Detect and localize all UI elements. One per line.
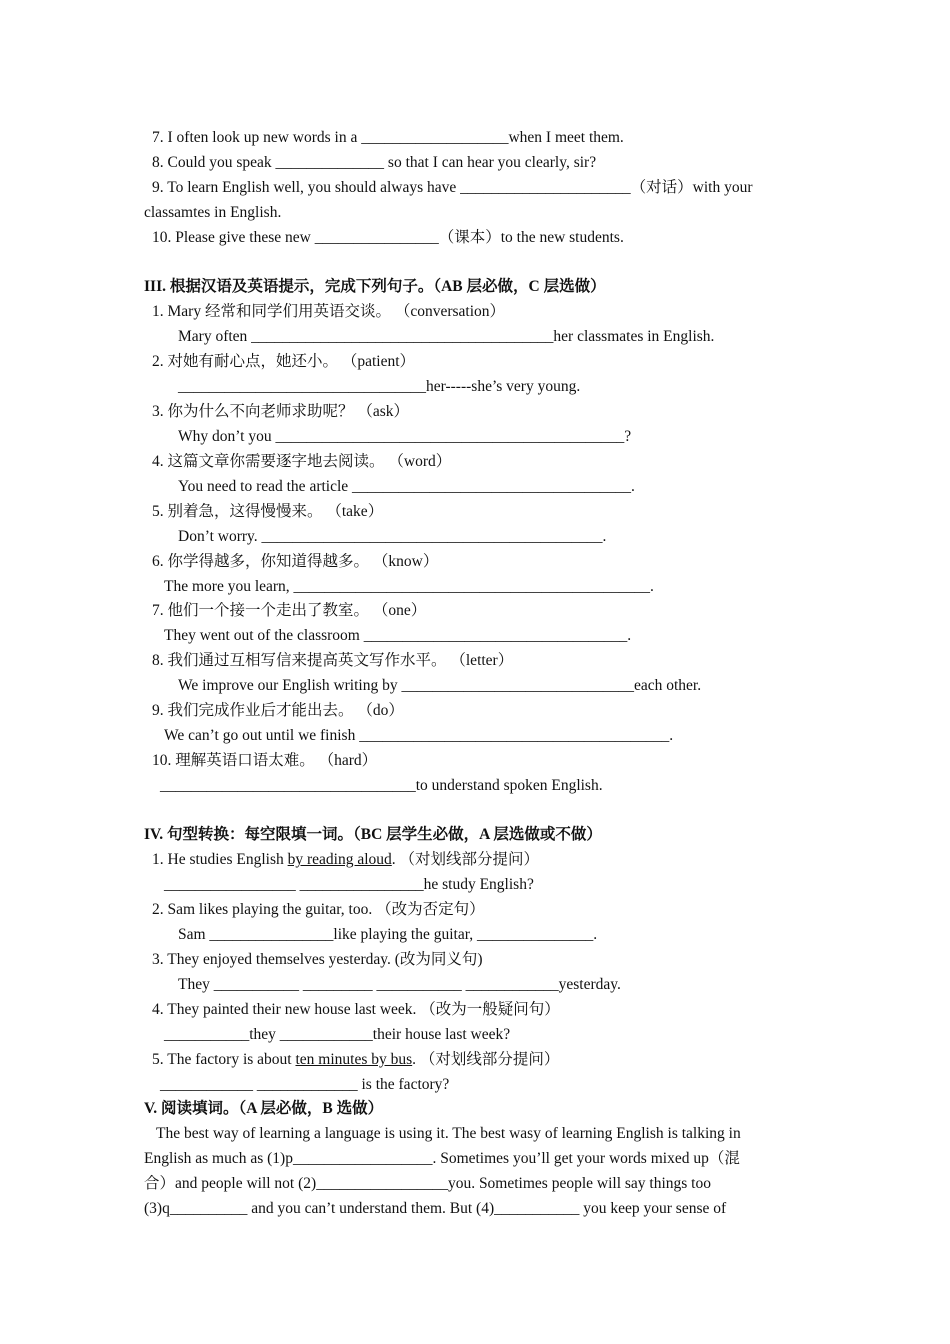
- passage-line: 合）and people will not (2)_________________you. Sometimes people will say things too: [144, 1175, 711, 1192]
- answer-line: You need to read the article ____________________________________.: [178, 478, 635, 495]
- question-instruction: . （对划线部分提问）: [412, 1051, 560, 1068]
- passage-line: The best way of learning a language is using it. The best wasy of learning English is talking in: [156, 1125, 741, 1142]
- question-line: 4. They painted their new house last week. （改为一般疑问句）: [152, 1001, 560, 1018]
- question-line: 8. 我们通过互相写信来提高英文写作水平。 （letter）: [152, 652, 514, 669]
- answer-line: The more you learn, ______________________________________________.: [164, 578, 654, 595]
- question-line: 10. Please give these new ________________（课本）to the new students.: [152, 229, 624, 246]
- answer-line: They ___________ _________ ___________ ____________yesterday.: [178, 976, 621, 993]
- underlined-phrase: ten minutes by bus: [295, 1051, 413, 1068]
- question-line: 8. Could you speak ______________ so that I can hear you clearly, sir?: [152, 154, 597, 171]
- question-line: 7. I often look up new words in a ___________________when I meet them.: [152, 129, 624, 146]
- underlined-phrase: by reading aloud: [287, 851, 392, 868]
- question-line: 6. 你学得越多，你知道得越多。 （know）: [152, 553, 439, 570]
- question-line: 10. 理解英语口语太难。 （hard）: [152, 752, 378, 769]
- section-iv-heading: IV. 句型转换：每空限填一词。（BC 层学生必做，A 层选做或不做）: [144, 826, 602, 843]
- answer-line: _________________ ________________he study English?: [164, 876, 534, 893]
- question-line: 2. 对她有耐心点，她还小。 （patient）: [152, 353, 416, 370]
- section-iii-heading: III. 根据汉语及英语提示，完成下列句子。（AB 层必做，C 层选做）: [144, 278, 606, 295]
- question-line: classamtes in English.: [144, 204, 282, 221]
- answer-line: ____________ _____________ is the factory?: [160, 1076, 450, 1093]
- question-text: 1. He studies English: [152, 851, 288, 868]
- section-v-heading: V. 阅读填词。（A 层必做，B 选做）: [144, 1100, 384, 1117]
- answer-line: Don’t worry. ____________________________________________.: [178, 528, 607, 545]
- question-line: [152, 1050, 559, 1070]
- passage-line: (3)q__________ and you can’t understand them. But (4)___________ you keep your sense of: [144, 1200, 727, 1217]
- question-line: 7. 他们一个接一个走出了教室。 （one）: [152, 602, 427, 619]
- question-instruction: . （对划线部分提问）: [391, 851, 540, 868]
- question-text: 5. The factory is about: [152, 1051, 296, 1068]
- answer-line: They went out of the classroom __________________________________.: [164, 627, 632, 644]
- answer-line: Mary often _______________________________________her classmates in English.: [178, 328, 715, 345]
- question-line: 9. To learn English well, you should always have ______________________（对话）with your: [152, 179, 753, 196]
- answer-line: We improve our English writing by ______________________________each other.: [178, 677, 702, 694]
- passage-line: English as much as (1)p__________________. Sometimes you’ll get your words mixed up（混: [144, 1150, 740, 1167]
- answer-line: We can’t go out until we finish ________________________________________.: [164, 727, 674, 744]
- question-line: 9. 我们完成作业后才能出去。 （do）: [152, 702, 404, 719]
- question-line: [152, 850, 539, 870]
- answer-line: ___________they ____________their house last week?: [164, 1026, 511, 1043]
- question-line: 3. 你为什么不向老师求助呢？ （ask）: [152, 403, 410, 420]
- answer-line: Why don’t you _____________________________________________?: [178, 428, 632, 445]
- answer-line: Sam ________________like playing the guitar, _______________.: [178, 926, 598, 943]
- answer-line: ________________________________her-----she’s very young.: [178, 378, 581, 395]
- question-line: 2. Sam likes playing the guitar, too. （改为否定句）: [152, 901, 485, 918]
- question-line: 4. 这篇文章你需要逐字地去阅读。 （word）: [152, 453, 452, 470]
- answer-line: _________________________________to understand spoken English.: [160, 777, 603, 794]
- question-line: 3. They enjoyed themselves yesterday. (改为同义句): [152, 951, 483, 968]
- question-line: 1. Mary 经常和同学们用英语交谈。 （conversation）: [152, 303, 506, 320]
- question-line: 5. 别着急，这得慢慢来。 （take）: [152, 503, 384, 520]
